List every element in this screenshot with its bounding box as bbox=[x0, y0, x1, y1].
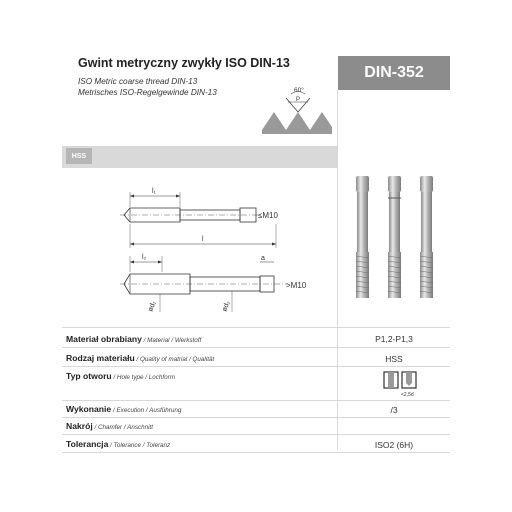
spec-value-material: P1,2-P1,3 bbox=[375, 334, 413, 344]
table-divider bbox=[62, 327, 450, 328]
thread-teeth bbox=[262, 112, 332, 134]
spec-label-pl: Materiał obrabiany bbox=[66, 334, 142, 344]
table-divider bbox=[62, 417, 450, 418]
column-separator bbox=[337, 90, 338, 450]
spec-label-chamfer bbox=[66, 421, 153, 431]
length-label-top: l₁ bbox=[152, 188, 156, 195]
size-label-bottom: >M10 bbox=[286, 281, 307, 290]
table-divider bbox=[62, 434, 450, 435]
tap-2 bbox=[388, 176, 401, 298]
tap-small-drawing bbox=[120, 188, 279, 248]
d1-label: ød₁ bbox=[147, 300, 158, 313]
spec-label-execution bbox=[66, 404, 181, 414]
table-divider bbox=[62, 400, 450, 401]
thread-profile-diagram bbox=[262, 82, 332, 138]
spec-label-pl: Nakrój bbox=[66, 421, 93, 431]
table-divider bbox=[62, 347, 450, 348]
table-divider bbox=[62, 452, 450, 453]
spec-value-execution: /3 bbox=[390, 405, 398, 415]
material-band-right bbox=[338, 146, 450, 168]
subtitle-english: ISO Metric coarse thread DIN-13 bbox=[78, 77, 198, 86]
spec-label-tolerance bbox=[66, 439, 170, 449]
tap-1 bbox=[356, 176, 369, 298]
tap-3 bbox=[420, 176, 433, 298]
tap-large-drawing bbox=[120, 254, 307, 313]
spec-label-translation: / Chamfer / Anschnitt bbox=[92, 424, 154, 431]
spec-label-translation: / Execution / Ausführung bbox=[111, 407, 182, 414]
overall-length-label: l bbox=[202, 236, 204, 243]
spec-label-hole-type bbox=[66, 371, 175, 381]
page-title: Gwint metryczny zwykły ISO DIN-13 bbox=[78, 56, 290, 70]
square-label: a bbox=[261, 255, 265, 262]
spec-label-pl: Rodzaj materiału bbox=[66, 353, 135, 363]
spec-value-tolerance: ISO2 (6H) bbox=[374, 440, 414, 450]
pitch-label: P bbox=[296, 97, 301, 103]
material-tag: HSS bbox=[66, 148, 92, 164]
blind-hole-icon bbox=[402, 372, 416, 388]
spec-label-pl: Wykonanie bbox=[66, 404, 112, 414]
hole-type-icons bbox=[382, 370, 418, 400]
spec-label-material bbox=[66, 334, 201, 344]
spec-value-quality: HSS bbox=[385, 354, 403, 364]
spec-label-translation: / Material / Werkstoff bbox=[141, 337, 202, 344]
size-label-top: ≤M10 bbox=[258, 211, 278, 220]
spec-label-pl: Typ otworu bbox=[66, 371, 112, 381]
spec-label-translation: / Tolerance / Toleranz bbox=[108, 442, 171, 449]
through-hole-icon bbox=[384, 372, 398, 388]
tap-product-photo bbox=[344, 168, 444, 308]
spec-label-translation: / Hole type / Lochform bbox=[111, 374, 176, 381]
spec-label-pl: Tolerancja bbox=[66, 439, 109, 449]
spec-label-quality bbox=[66, 353, 214, 363]
angle-label: 60° bbox=[294, 87, 304, 94]
spec-label-translation: / Quality of matrial / Qualität bbox=[134, 356, 215, 363]
table-divider bbox=[62, 366, 450, 367]
thread-length-label: l₂ bbox=[142, 254, 147, 261]
d2-label: ød₂ bbox=[221, 300, 232, 313]
subtitle-german: Metrisches ISO-Regelgewinde DIN-13 bbox=[78, 88, 217, 97]
hole-depth-caption: <2,5d bbox=[401, 392, 414, 398]
tap-technical-drawing bbox=[100, 178, 330, 318]
standard-badge: DIN-352 bbox=[338, 56, 450, 90]
